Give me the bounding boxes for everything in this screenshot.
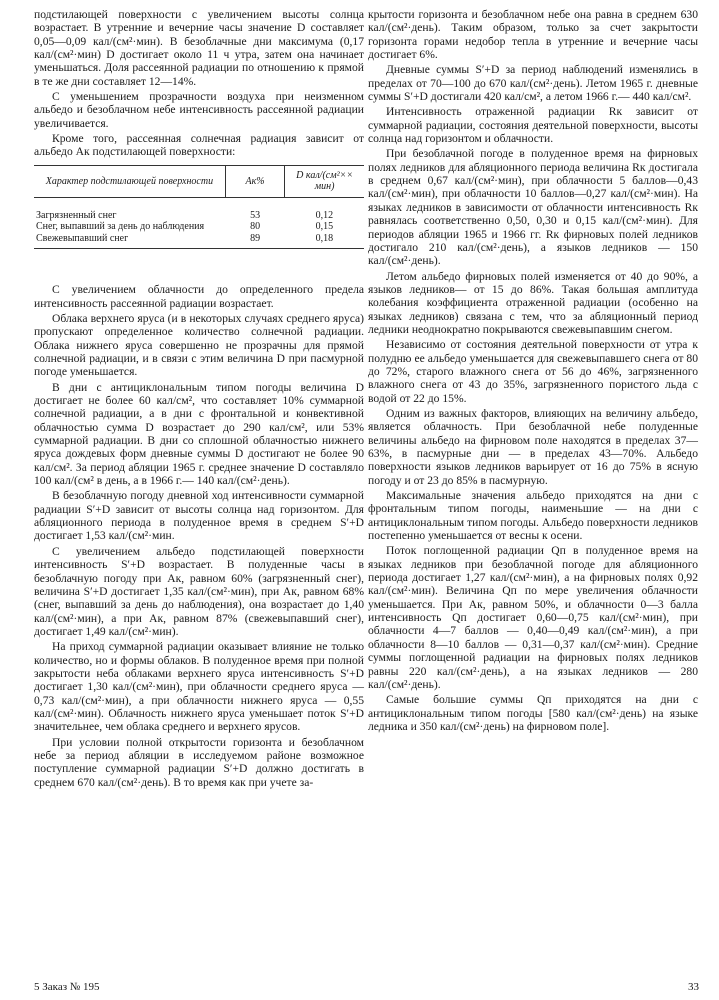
page-number: 33: [688, 981, 699, 993]
paragraph: Одним из важных факторов, влияющих на величину альбедо, является облачность. При безоблачной небе полуденные величины альбедо на фирновом поле находятся в пределах 37—63%, в пасмурные дни — в пределах 43—70%. Альбедо поверхности языков ледников варьирует от 16 до 75% в ясную погоду и от 23 до 85% в пасмурную.: [368, 406, 698, 487]
albedo-table: [34, 165, 364, 250]
table-cell-albedo: 53: [250, 209, 261, 221]
table-row: [34, 221, 364, 233]
paragraph: В безоблачную погоду дневной ход интенсивности суммарной радиации S′+D зависит от высоты солнца над горизонтом. Для абляционного периода в полуденное время в среднем S′+D достигает 1,53 кал/(см²·мин.: [34, 489, 364, 543]
paragraph: При безоблачной погоде в полуденное время на фирновых полях ледников для абляционного периода величина Rк достигала в среднем 0,67 кал/(см²·мин), при облачности 5 баллов—0,43 кал/(см²·мин), при облачности 10 баллов—0,27 кал/(см²·мин). На языках ледников в зависимости от облачности интенсивность Rк равнялась соответственно 0,50, 0,30 и 0,15 кал/(см²·мин). Для периодов абляции 1965 и 1966 гг. Rк фирновых полей ледников достигало 210 кал/(см²·день), а языков ледников — 150 кал/(см²·день).: [368, 147, 698, 268]
paragraph: Дневные суммы S′+D за период наблюдений изменялись в пределах от 70—100 до 670 кал/(см²·день). Летом 1965 г. дневные суммы S′+D достигали 420 кал/см², а летом 1966 г.— 440 кал/см².: [368, 63, 698, 104]
table-cell-surface: Снег, выпавший за день до наблюдения: [36, 221, 205, 233]
table-cell-surface: Загрязненный снег: [36, 209, 117, 221]
paragraph: С увеличением альбедо подстилающей поверхности интенсивность S′+D возрастает. В полуденные часы в безоблачную погоду при Aк, равном 60% (загрязненный снег), величина S′+D достигает 1,35 кал/(см²·мин), при Aк, равном 68% (снег, выпавший за день до наблюдения), она возрастает до 1,40 кал/(см²·мин), а при Aк, равном 87% (свежевыпавший снег), достигает 1,49 кал/(см²·мин).: [34, 544, 364, 638]
table-cell-surface: Свежевыпавший снег: [34, 233, 225, 249]
paragraph: Кроме того, рассеянная солнечная радиация зависит от альбедо Aк подстилающей поверхности:: [34, 132, 364, 159]
paragraph: В дни с антициклональным типом погоды величина D достигает не более 60 кал/см², что составляет 10% суммарной солнечной радиации, а в дни с фронтальной и конвективной облачностью сумма D возрастает до 290 кал/см², или 53% суммарной радиации. В дни со сплошной облачностью нижнего яруса дождевых форм дневные суммы D достигают не более 90 кал/см². За период абляции 1965 г. среднее значение D составляло 100 кал/(см² в день, а в 1966 г.— 140 кал/(см²·день).: [34, 380, 364, 488]
paragraph: При условии полной открытости горизонта и безоблачном небе за период абляции в исследуемом районе возможное поступление суммарной радиации S′+D должно достигать в среднем 670 кал/(см²·день). В то время как при учете за-: [34, 735, 364, 789]
table-header-surface: Характер подстилающей поверхности: [34, 165, 225, 197]
right-column: [368, 8, 698, 735]
paragraph: На приход суммарной радиации оказывает влияние не только количество, но и формы облаков. В полуденное время при полной закрытости неба облаками верхнего яруса интенсивность S′+D достигает 1,30 кал/(см²·мин), при облачности среднего яруса — 0,73 кал/(см²·мин), а при облачности нижнего яруса — 0,55 кал/(см²·мин). Облачность нижнего яруса уменьшает поток S′+D значительнее, чем облака среднего и верхнего ярусов.: [34, 640, 364, 734]
left-column: [34, 8, 364, 791]
paragraph: Самые большие суммы Qп приходятся на дни с антициклональным типом погоды [580 кал/(см²·день) на языке ледника и 350 кал/(см²·день) на фирновом поле].: [368, 693, 698, 733]
table-cell-d: 0,15: [315, 221, 334, 233]
table-row: [34, 233, 364, 249]
table-cell-d: 0,12: [315, 209, 334, 221]
paragraph: Максимальные значения альбедо приходятся на дни с фронтальным типом погоды, наименьшие — на дни с антициклональным типом погоды. Альбедо поверхности ледников постепенно уменьшается от весны к осени.: [368, 489, 698, 543]
table-cell-albedo: 80: [250, 221, 261, 233]
paragraph: крытости горизонта и безоблачном небе она равна в среднем 630 кал/(см²·день). Таким образом, только за счет закрытости горизонта горами недобор тепла в утренние и вечерние часы достигает 6%.: [368, 8, 698, 62]
paragraph: подстилающей поверхности с увеличением высоты солнца возрастает. В утренние и вечерние часы значение D составляет 0,05—0,09 кал/(см²·мин). В безоблачные дни максимума (0,17 кал/(см²·мин) D достигает около 11 ч утра, затем она начинает уменьшаться. Доля рассеянной радиации по отношению к прямой в те же дни составляет 12—14%.: [34, 8, 364, 88]
table-cell-albedo: 89: [225, 233, 284, 249]
table-row: [34, 197, 364, 221]
paragraph: Поток поглощенной радиации Qп в полуденное время на языках ледников при безоблачной погоде для абляционного периода достигает 1,27 кал/(см²·мин), а на фирновых полях 0,92 кал/(см²·мин). Величина Qп по мере увеличения облачности уменьшается. При Aк, равном 50%, и облачности 0—3 балла интенсивность Qп достигает 0,60—0,75 кал/(см²·мин), при облачности 4—7 баллов — 0,40—0,49 кал/(см²·мин), а при облачности 8—10 баллов — 0,31—0,37 кал/(см²·мин). Средние суммы поглощенной радиации на фирновых полях ледников равны 220 кал/(см²·день), а на языках ледников — 280 кал/(см²·день).: [368, 544, 698, 691]
table-cell-d: 0,18: [285, 233, 364, 249]
paragraph: С уменьшением прозрачности воздуха при неизменном альбедо и безоблачном небе интенсивность рассеянной радиации увеличивается.: [34, 90, 364, 130]
paragraph: Облака верхнего яруса (и в некоторых случаях среднего яруса) пропускают определенное количество солнечной радиации. Облака нижнего яруса совершенно не прозрачны для прямой солнечной радиации, и в связи с этим величина D при пасмурной погоде уменьшается.: [34, 311, 364, 379]
print-order-note: 5 Заказ № 195: [34, 981, 100, 993]
paragraph: Независимо от состояния деятельной поверхности от утра к полудню ее альбедо уменьшается для свежевыпавшего снега от 80 до 72%, старого влажного снега от 56 до 46%, загрязненного влажного снега от 43 до 35%, загрязненного пористого льда с водой от 22 до 15%.: [368, 338, 698, 405]
paragraph: С увеличением облачности до определенного предела интенсивность рассеянной радиации возрастает.: [34, 283, 364, 310]
paragraph: Летом альбедо фирновых полей изменяется от 40 до 90%, а языков ледников— от 15 до 86%. Такая большая амплитуда колебания коэффициента отраженной радиации (особенно на языках ледников) связана с тем, что за абляционный период ледники неоднократно покрываются свежевыпавшим снегом.: [368, 269, 698, 336]
table-header-d: D кал/(см²×× мин): [285, 165, 364, 197]
table-header-albedo: Aк%: [225, 165, 284, 197]
paragraph: Интенсивность отраженной радиации Rк зависит от суммарной радиации, состояния деятельной поверхности, высоты солнца над горизонтом и облачности.: [368, 105, 698, 146]
